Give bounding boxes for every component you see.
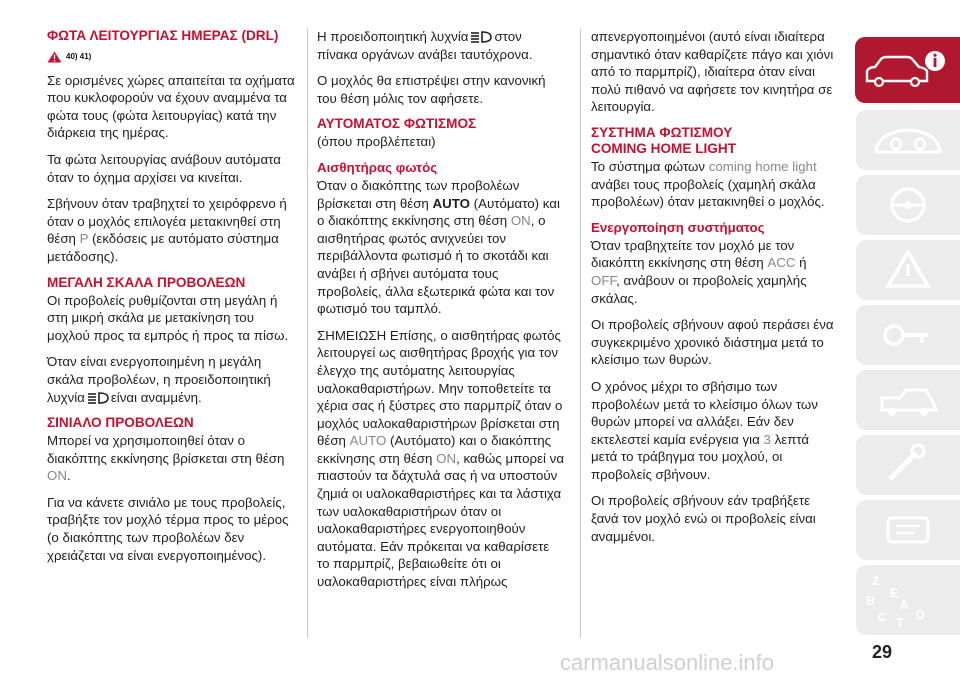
text-run: (εκδόσεις με αυτόματο σύστημα μετάδοσης). [47,231,279,264]
high-beam-paragraph-1: Οι προβολείς ρυθμίζονται στη μεγάλη ή στη μικρή σκάλα με μετακίνηση του μοχλού προς τα εμπρός ή προς τα πίσω. [47,292,289,343]
drl-paragraph-2: Τα φώτα λειτουργίας ανάβουν αυτόματα όταν το όχημα αρχίσει να κινείται. [47,151,281,185]
high-beam-icon [469,30,493,44]
on-label: ON [510,213,531,229]
light-sensor-title: Αισθητήρας φωτός [317,159,438,175]
alphabet-index-icon [856,565,960,635]
text-run: . [66,468,71,484]
activation-title: Ενεργοποίηση συστήματος [591,219,765,235]
warning-refs [47,48,295,66]
text-run: Μπορεί να χρησιμοποιηθεί όταν ο διακόπτης εκκίνησης βρίσκεται στη θέση [47,433,285,466]
sidebar-item-starting[interactable] [856,305,960,365]
flash-title: ΣΙΝΙΑΛΟ ΠΡΟΒΟΛΕΩΝ [47,415,194,431]
column-3 [591,28,839,554]
text-run: στον πίνακα οργάνων ανάβει ταυτόχρονα. [317,29,533,62]
drl-paragraph-3 [47,195,295,265]
sidebar-item-service[interactable] [856,435,960,495]
sidebar-item-safety[interactable] [856,240,960,300]
text-run: ανάβει τους προβολείς (χαμηλή σκάλα προβολέων) όταν μετακινηθεί ο μοχλός. [591,176,825,210]
sidebar-item-index[interactable] [856,565,960,635]
index-letter: E [890,586,899,600]
coming-home-paragraph [591,158,839,211]
note-paragraph [317,327,565,591]
car-info-icon [855,37,960,103]
column-2 [317,28,565,600]
text-run: (Αυτόματο) και ο διακόπτης εκκίνησης στη θέση [317,433,552,466]
on-label: ON [47,468,67,484]
car-specs-icon [856,500,960,560]
gear-p-label: P [79,231,89,247]
text-run: Το σύστημα φώτων [591,158,709,174]
light-sensor-paragraph [317,177,565,318]
activation-paragraph-1 [591,237,839,307]
activation-paragraph-4: Οι προβολείς σβήνουν εάν τραβήξετε ξανά τον μοχλό ενώ οι προβολείς είναι αναμμένοι. [591,493,816,544]
column-divider-2 [580,28,581,638]
activation-paragraph-3 [591,378,839,484]
activation-paragraph-2: Οι προβολείς σβήνουν αφού περάσει ένα συγκεκριμένο χρονικό διάστημα μετά το κλείσιμο των θυρών. [591,317,834,368]
drl-title: ΦΩΤΑ ΛΕΙΤΟΥΡΓΙΑΣ ΗΜΕΡΑΣ (DRL) [47,28,279,43]
coming-home-title: ΣΥΣΤΗΜΑ ΦΩΤΙΣΜΟΥ COMING HOME LIGHT [591,124,736,156]
text-run: , ο αισθητήρας φωτός ανιχνεύει τον περιβάλλοντα φωτισμό ή το σκοτάδι και ανάβει ή σβήνει αυτόματα τους προβολείς, άλλα εξωτερικά φώτα και τον φωτισμό του ταμπλό. [317,213,555,317]
text-run: (Αυτόματο) και ο διακόπτης εκκίνησης στη θέση [317,195,560,229]
auto-lighting-title: ΑΥΤΟΜΑΤΟΣ ΦΩΤΙΣΜΟΣ [317,116,477,132]
text-run: Όταν τραβηχτείτε τον μοχλό με τον διακόπτη εκκίνησης στη θέση [591,237,795,271]
flash-paragraph-1 [47,432,295,485]
text-run: Όταν ο διακόπτης των προβολέων βρίσκεται στη θέση [317,177,520,211]
text-run: Ο χρόνος μέχρι το σβήσιμο των προβολέων μετά το κλείσιμο όλων των θυρών μπορεί να αλλάξει. Εάν δεν εκτελεστεί καμία ενέργεια για [591,378,818,447]
text-run: ΣΗΜΕΙΩΣΗ Επίσης, ο αισθητήρας φωτός λειτουργεί ως αισθητήρας βροχής για τον έλεγχο της αυτόματης λειτουργίας υαλοκαθαριστήρων. Μην τοποθετείτε τα χέρια σας ή ξύστρες στο παρμπρίζ όταν ο μοχλός υαλοκαθαριστήρων βρίσκεται στη θέση [317,327,563,449]
coming-home-light-label: coming home light [708,158,817,174]
index-letter: D [916,608,925,622]
text-run: λεπτά μετά το τράβηγμα του μοχλού, οι προβολείς σβήνουν. [591,431,810,482]
index-letter: B [866,594,875,608]
flash-paragraph-2: Για να κάνετε σινιάλο με τους προβολείς, τραβήξτε τον μοχλό τέρμα προς το μέρος (ο διακόπτης των προβολέων δεν χρειάζεται να είναι ενεργοποιημένος). [47,494,289,563]
sidebar-item-dashboard[interactable] [856,110,960,170]
text-run: , καθώς μπορεί να πιαστούν τα δάχτυλά σας ή να υποστούν ζημιά οι υαλοκαθαριστήρες και τα λάστιχα των υαλοκαθαριστήρων όταν οι υαλοκαθαριστήρες ενεργοποιηθούν αυτόματα. Εάν πρόκειται να καθαρίσετε το παρμπρίζ, βεβαιωθείτε ότι οι υαλοκαθαριστήρες είναι πλήρως [317,450,565,590]
index-letter: T [896,616,904,630]
text-run: είναι αναμμένη. [110,389,202,405]
off-label: OFF [591,272,617,288]
wiper-continued-paragraph: απενεργοποιημένοι (αυτό είναι ιδιαίτερα σημαντικό όταν καθαρίζετε πάγο και χιόνι από το παρμπρίζ), ιδιαίτερα όταν είναι πολύ πιθανό να αφήσετε τον κινητήρα σε λειτουργία. [591,29,834,115]
indicator-paragraph [317,28,565,63]
text-run: , ανάβουν οι προβολείς χαμηλής σκάλας. [591,272,807,306]
high-beam-icon [86,391,110,405]
drl-paragraph-1: Σε ορισμένες χώρες απαιτείται τα οχήματα που κυκλοφορούν να έχουν αναμμένα τα φώτα τους (φώτα λειτουργίας) κατά την διάρκεια της ημέρας. [47,72,295,141]
key-icon [856,305,960,365]
sidebar-item-specs[interactable] [856,500,960,560]
text-run: Η προειδοποιητική λυχνία [317,29,469,44]
warning-triangle-icon [856,240,960,300]
auto-label: AUTO [432,195,470,211]
auto-label: AUTO [349,433,387,449]
tow-truck-icon [856,370,960,430]
watermark: carmanualsonline.info [560,650,775,675]
text-run: Όταν είναι ενεργοποιημένη η μεγάλη σκάλα προβολέων, η προειδοποιητική λυχνία [47,354,271,405]
page-number: 29 [872,642,893,662]
sidebar-item-emergency[interactable] [856,370,960,430]
sidebar-item-car-info[interactable] [855,37,960,103]
high-beam-title: ΜΕΓΑΛΗ ΣΚΑΛΑ ΠΡΟΒΟΛΕΩΝ [47,274,246,290]
high-beam-paragraph-2 [47,353,295,406]
index-letter: C [878,610,887,624]
minutes-value: 3 [763,431,771,447]
index-letter: A [900,598,909,612]
warning-triangle-icon [47,51,62,63]
text-run: ή [795,255,807,271]
text-run: Σβήνουν όταν τραβηχτεί το χειρόφρενο ή όταν ο μοχλός επιλογέα μετακινηθεί στη θέση [47,196,287,247]
acc-label: ACC [767,255,796,271]
refs-text: 40) 41) [66,52,92,61]
column-1 [47,28,295,573]
wrench-car-icon [856,435,960,495]
auto-lighting-subtitle: (όπου προβλέπεται) [317,134,436,150]
car-dashboard-icon [856,110,960,170]
steering-wheel-icon [856,175,960,235]
sidebar-item-driving[interactable] [856,175,960,235]
on-label: ON [436,450,457,466]
column-divider-1 [307,28,308,638]
index-letter: Z [872,574,880,588]
lever-return-paragraph: Ο μοχλός θα επιστρέψει στην κανονική του θέση μόλις τον αφήσετε. [317,73,546,106]
